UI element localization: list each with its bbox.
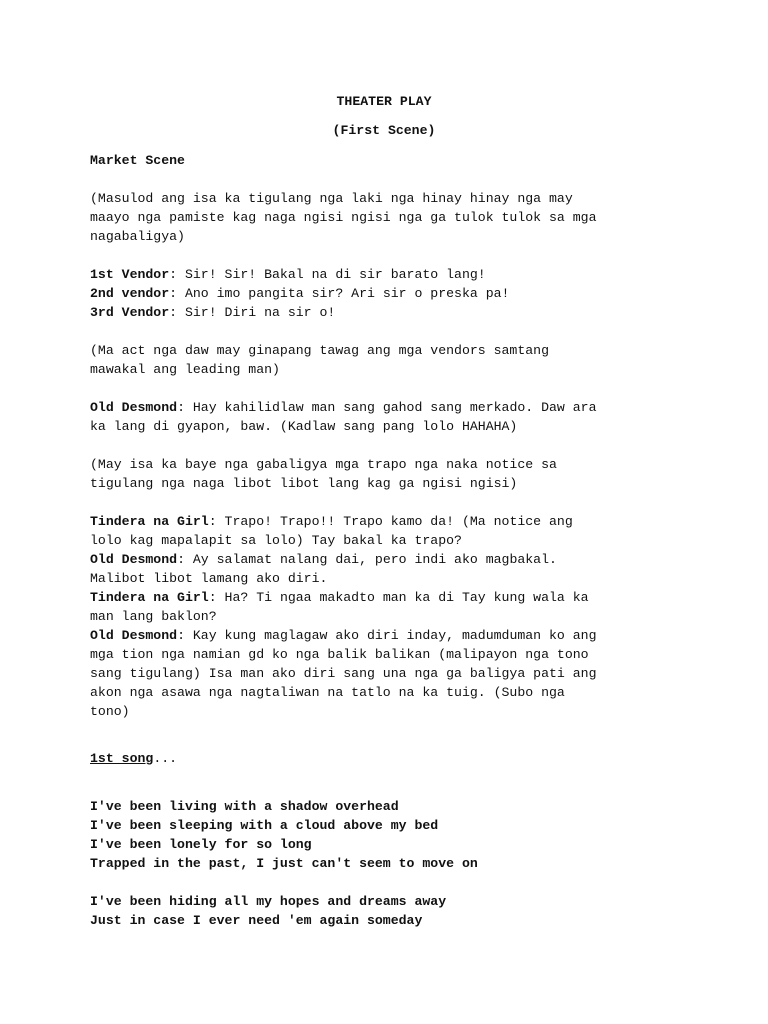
lyric-line: I've been lonely for so long (90, 837, 312, 852)
dialogue-line: ka lang di gyapon, baw. (Kadlaw sang pang lolo HAHAHA) (90, 419, 518, 434)
dialogue-line: lolo kag mapalapit sa lolo) Tay bakal ka trapo? (90, 533, 462, 548)
dialogue-line: Tindera na Girl: Ha? Ti ngaa makadto man ka di Tay kung wala ka (90, 590, 589, 605)
vendor-1-line (90, 265, 486, 284)
speaker-name: 3rd Vendor (90, 305, 170, 320)
stage-direction-line: (Ma act nga daw may ginapang tawag ang mga vendors samtang (90, 343, 549, 358)
dialogue-line: Old Desmond: Ay salamat nalang dai, pero indi ako magbakal. (90, 552, 557, 567)
lyric-line: Just in case I ever need 'em again someday (90, 913, 423, 928)
page-subtitle: (First Scene) (332, 123, 436, 138)
dialogue-line: Malibot libot lamang ako diri. (90, 571, 328, 586)
dialogue-line: tono) (90, 704, 130, 719)
speaker-name: Tindera na Girl (90, 590, 209, 605)
dialogue-line: akon nga asawa nga nagtaliwan na tatlo na ka tuig. (Subo nga (90, 685, 565, 700)
song-heading: 1st song... (90, 751, 178, 766)
lyric-line: Trapped in the past, I just can't seem to move on (90, 856, 478, 871)
lyric-line: I've been sleeping with a cloud above my bed (90, 818, 439, 833)
stage-direction-line: maayo nga pamiste kag naga ngisi ngisi nga ga tulok tulok sa mga (90, 210, 597, 225)
stage-direction-line: (Masulod ang isa ka tigulang nga laki nga hinay hinay nga may (90, 191, 573, 206)
vendor-2-line (90, 284, 509, 303)
dialogue-text: : Sir! Sir! Bakal na di sir barato lang! (169, 267, 486, 282)
speaker-name: Tindera na Girl (90, 514, 209, 529)
stage-direction-line: (May isa ka baye nga gabaligya mga trapo nga naka notice sa (90, 457, 557, 472)
dialogue-line: Old Desmond: Kay kung maglagaw ako diri inday, madumduman ko ang (90, 628, 597, 643)
scene-heading: Market Scene (90, 153, 185, 168)
speaker-name: Old Desmond (90, 552, 178, 567)
speaker-name: 2nd vendor (90, 286, 170, 301)
dialogue-line: man lang baklon? (90, 609, 217, 624)
speaker-name: Old Desmond (90, 400, 178, 415)
dialogue-text: : Sir! Diri na sir o! (169, 305, 336, 320)
speaker-name: Old Desmond (90, 628, 178, 643)
stage-direction-line: tigulang nga naga libot libot lang kag ga ngisi ngisi) (90, 476, 518, 491)
speaker-name: 1st Vendor (90, 267, 170, 282)
dialogue-line: mga tion nga namian gd ko nga balik balikan (malipayon nga tono (90, 647, 589, 662)
stage-direction-line: nagabaligya) (90, 229, 185, 244)
lyric-line: I've been hiding all my hopes and dreams away (90, 894, 447, 909)
dialogue-line: Old Desmond: Hay kahilidlaw man sang gahod sang merkado. Daw ara (90, 400, 597, 415)
page-title: THEATER PLAY (336, 94, 432, 109)
vendor-3-line (90, 303, 335, 322)
stage-direction-line: mawakal ang leading man) (90, 362, 280, 377)
dialogue-text: : Ano imo pangita sir? Ari sir o preska pa! (169, 286, 510, 301)
dialogue-line: sang tigulang) Isa man ako diri sang una nga ga baligya pati ang (90, 666, 597, 681)
dialogue-line: Tindera na Girl: Trapo! Trapo!! Trapo kamo da! (Ma notice ang (90, 514, 573, 529)
lyric-line: I've been living with a shadow overhead (90, 799, 399, 814)
